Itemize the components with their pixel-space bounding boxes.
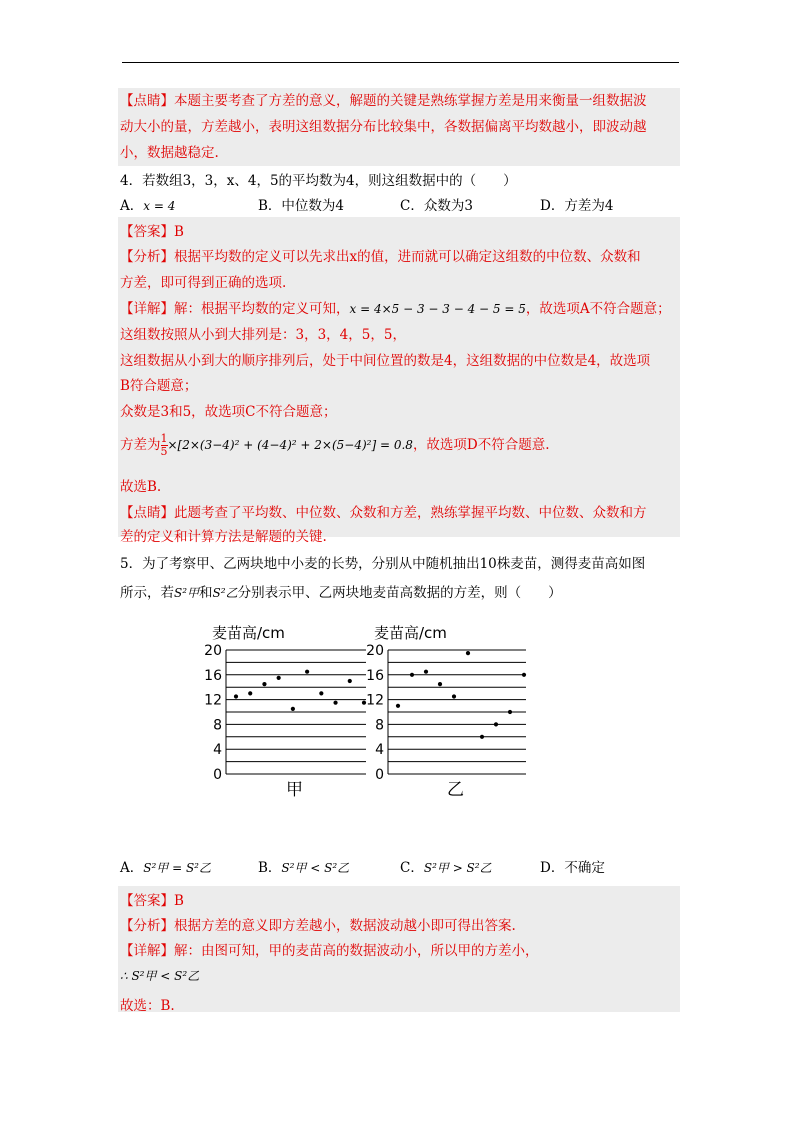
q5-option-b: B．S²甲 < S²乙 <box>258 860 350 876</box>
q5-detail-math: ∴ S²甲 < S²乙 <box>120 969 200 983</box>
data-point <box>319 691 323 695</box>
chart-title: 乙 <box>447 780 464 800</box>
tick-label: 4 <box>375 742 384 759</box>
data-point <box>291 707 295 711</box>
data-point <box>452 694 456 698</box>
q4-detail: 【详解】解：根据平均数的定义可知，x = 4×5 − 3 − 3 − 4 − 5 = 5，故选项A不符合题意； <box>120 301 671 317</box>
q5-answer: 【答案】B <box>120 893 184 909</box>
data-point <box>410 673 414 677</box>
wheat-height-charts <box>200 618 540 803</box>
q5-analysis: 【分析】根据方差的意义即方差越小，数据波动越小即可得出答案. <box>120 918 516 934</box>
data-point <box>508 710 512 714</box>
y-axis-label: 麦苗高/cm <box>212 624 285 642</box>
tick-label: 0 <box>375 767 384 783</box>
q4-option-c: C．众数为3 <box>400 198 473 214</box>
tick-label: 16 <box>366 667 384 684</box>
q5-option-d: D．不确定 <box>540 860 605 876</box>
tick-label: 12 <box>204 692 222 709</box>
data-point <box>348 679 352 683</box>
q4-detail: 故选B. <box>120 479 162 495</box>
q4-option-d: D．方差为4 <box>540 198 614 214</box>
data-point <box>277 676 281 680</box>
q5-detail: 故选：B. <box>120 998 175 1014</box>
data-point <box>466 651 470 655</box>
q4-note: 【点睛】此题考查了平均数、中位数、众数和方差，熟练掌握平均数、中位数、众数和方 <box>120 505 647 521</box>
data-point <box>396 704 400 708</box>
data-point <box>424 670 428 674</box>
q5-stem: 5．为了考察甲、乙两块地中小麦的长势，分别从中随机抽出10株麦苗，测得麦苗高如图 <box>120 556 646 572</box>
note-line: 小，数据越稳定. <box>120 145 219 161</box>
note-line: 【点睛】本题主要考查了方差的意义，解题的关键是熟练掌握方差是用来衡量一组数据波 <box>120 93 647 109</box>
q4-detail-variance: 方差为 $\frac{1}{5}$ ×[2×(3−4)² + (4−4)² + 2×(5−4)²] = 0.8，故选项D不符合题意. <box>120 432 550 458</box>
q4-note: 差的定义和计算方法是解题的关键. <box>120 529 327 545</box>
q4-detail: 这组数按照从小到大排列是：3，3，4，5，5， <box>120 327 406 343</box>
data-point <box>262 682 266 686</box>
q5-detail: 【详解】解：由图可知，甲的麦苗高的数据波动小，所以甲的方差小， <box>120 943 539 959</box>
tick-label: 20 <box>366 643 384 659</box>
q4-answer: 【答案】B <box>120 224 184 240</box>
data-point <box>248 691 252 695</box>
q4-option-a: A．x = 4 <box>120 198 176 214</box>
q4-stem: 4．若数组3，3，x、4，5的平均数为4，则这组数据中的（ ） <box>120 173 517 189</box>
q4-analysis: 【分析】根据平均数的定义可以先求出x的值，进而就可以确定这组数的中位数、众数和 <box>120 249 641 265</box>
q5-stem: 所示，若S²甲和S²乙分别表示甲、乙两块地麦苗高数据的方差，则（ ） <box>120 585 562 601</box>
q4-detail: 这组数据从小到大的顺序排列后，处于中间位置的数是4，这组数据的中位数是4，故选项 <box>120 353 651 369</box>
data-point <box>234 694 238 698</box>
tick-label: 20 <box>204 643 222 659</box>
tick-label: 12 <box>366 692 384 709</box>
chart-title: 甲 <box>286 780 303 800</box>
data-point <box>333 701 337 705</box>
tick-label: 0 <box>213 767 222 783</box>
q5-option-a: A．S²甲 = S²乙 <box>120 860 211 876</box>
q5-option-c: C．S²甲 > S²乙 <box>400 860 492 876</box>
fraction: $\frac{1}{5}$ <box>160 432 168 458</box>
data-point <box>480 735 484 739</box>
data-point <box>438 682 442 686</box>
q4-option-b: B．中位数为4 <box>258 198 345 214</box>
q4-detail: B符合题意； <box>120 378 198 394</box>
tick-label: 8 <box>375 717 384 734</box>
note-line: 动大小的量，方差越小，表明这组数据分布比较集中，各数据偏离平均数越小，即波动越 <box>120 119 647 135</box>
data-point <box>305 670 309 674</box>
q4-analysis: 方差，即可得到正确的选项. <box>120 275 287 291</box>
tick-label: 8 <box>213 717 222 734</box>
tick-label: 4 <box>213 742 222 759</box>
tick-label: 16 <box>204 667 222 684</box>
y-axis-label: 麦苗高/cm <box>374 624 447 642</box>
data-point <box>522 673 526 677</box>
q4-detail: 众数是3和5，故选项C不符合题意； <box>120 404 337 420</box>
top-rule <box>122 62 679 63</box>
data-point <box>494 722 498 726</box>
